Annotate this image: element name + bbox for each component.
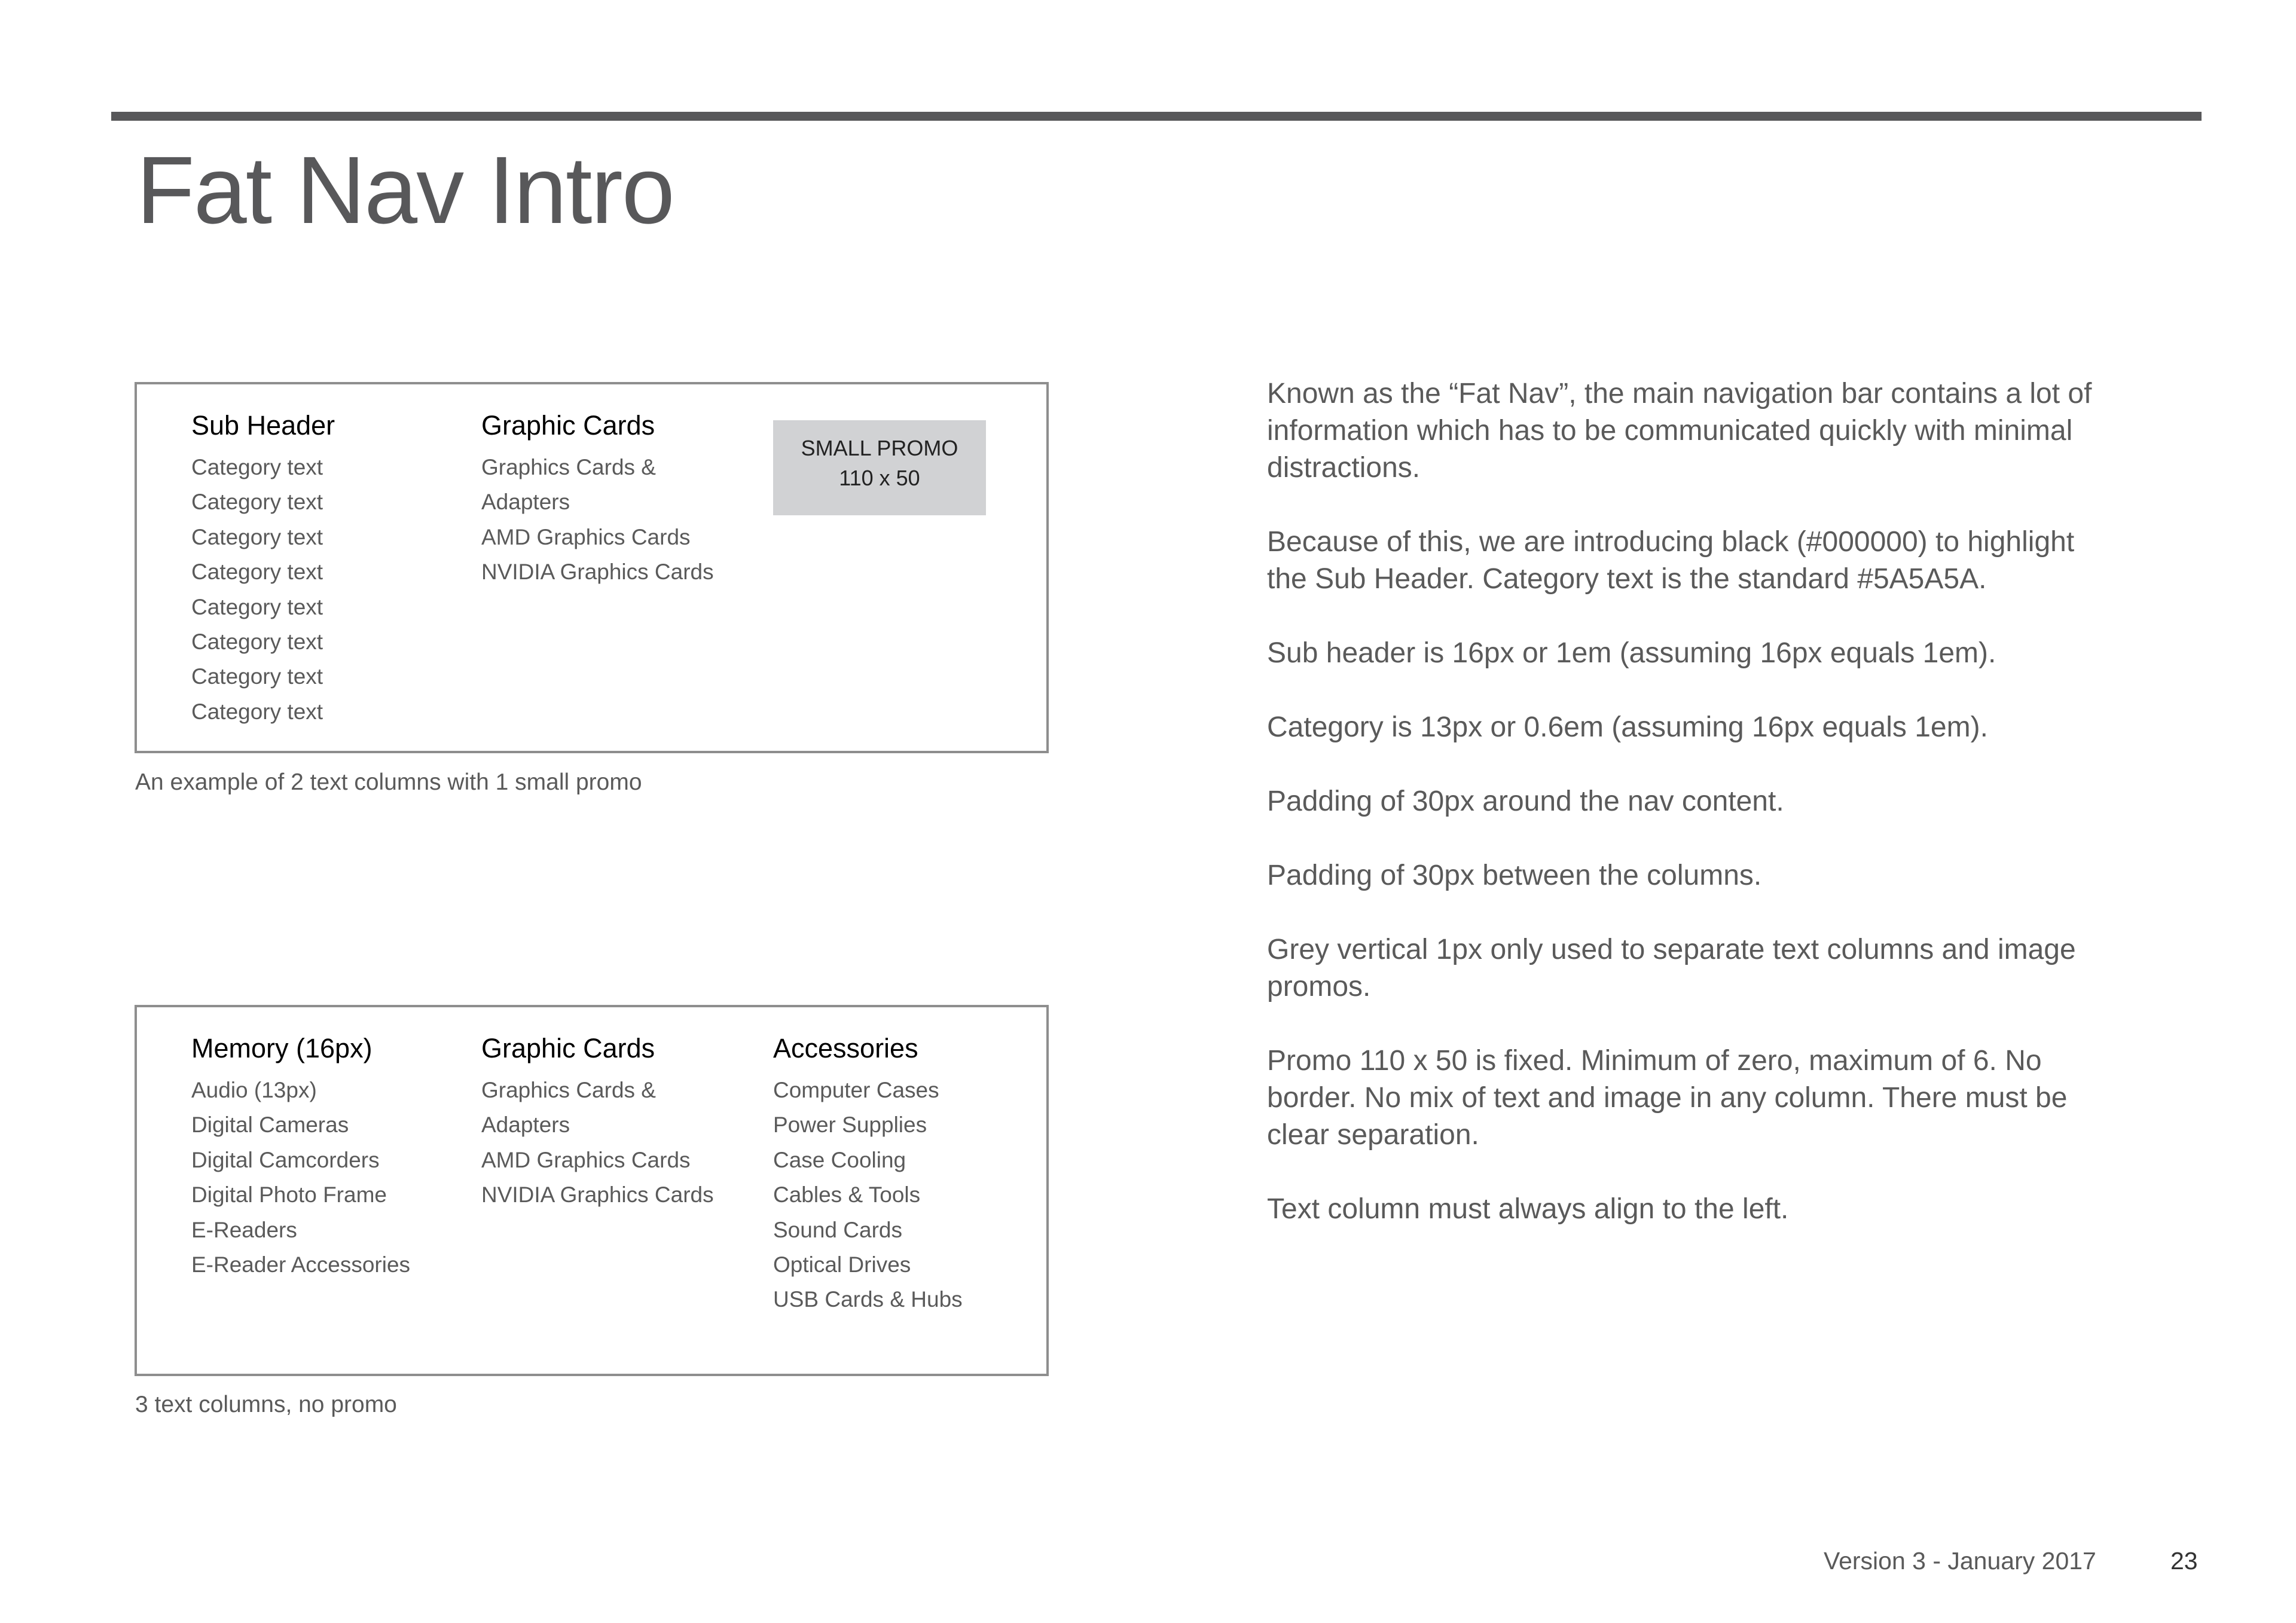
description-paragraph: Padding of 30px between the columns. bbox=[1267, 860, 1762, 891]
description-paragraph: Text column must always align to the left. bbox=[1267, 1193, 1789, 1225]
category-link[interactable]: Category text bbox=[191, 455, 323, 479]
category-link[interactable]: Audio (13px) bbox=[191, 1078, 317, 1102]
category-link[interactable]: Category text bbox=[191, 699, 323, 724]
sub-header[interactable]: Graphic Cards bbox=[481, 1033, 655, 1063]
category-link[interactable]: AMD Graphics Cards bbox=[481, 1147, 691, 1172]
category-link[interactable]: Digital Photo Frame bbox=[191, 1182, 387, 1208]
nav-column bbox=[773, 1035, 963, 1318]
description-paragraph: Because of this, we are introducing black (#000000) to highlight the Sub Header. Category text is the standard #5A5A5A. bbox=[1267, 526, 2075, 595]
description-paragraph: Grey vertical 1px only used to separate text columns and image promos. bbox=[1267, 934, 2076, 1002]
nav-column bbox=[191, 412, 335, 729]
sub-header[interactable]: Sub Header bbox=[191, 410, 335, 441]
sub-header[interactable]: Graphic Cards bbox=[481, 410, 655, 441]
page-number: 23 bbox=[2170, 1547, 2198, 1575]
category-list bbox=[481, 450, 714, 590]
category-link[interactable]: E-Reader Accessories bbox=[191, 1252, 411, 1277]
category-link[interactable]: Category text bbox=[191, 560, 323, 585]
category-list bbox=[191, 450, 335, 729]
description-paragraph: Padding of 30px around the nav content. bbox=[1267, 785, 1784, 817]
category-link[interactable]: AMD Graphics Cards bbox=[481, 524, 691, 549]
description-text bbox=[1267, 375, 2092, 1265]
promo-size: 110 x 50 bbox=[839, 466, 920, 490]
category-link[interactable]: E-Readers bbox=[191, 1217, 297, 1242]
sub-header[interactable]: Memory (16px) bbox=[191, 1033, 373, 1063]
small-promo[interactable] bbox=[773, 420, 986, 515]
category-link[interactable]: Category text bbox=[191, 629, 323, 655]
category-link[interactable]: Category text bbox=[191, 664, 323, 689]
page-title: Fat Nav Intro bbox=[136, 136, 674, 243]
category-link[interactable]: Adapters bbox=[481, 490, 570, 515]
example-caption: 3 text columns, no promo bbox=[135, 1392, 397, 1417]
category-link[interactable]: Graphics Cards & bbox=[481, 455, 656, 479]
category-link[interactable]: Digital Cameras bbox=[191, 1112, 349, 1138]
category-link[interactable]: Graphics Cards & bbox=[481, 1078, 656, 1102]
category-link[interactable]: Computer Cases bbox=[773, 1078, 939, 1102]
top-rule bbox=[111, 112, 2202, 121]
category-link[interactable]: Category text bbox=[191, 490, 323, 515]
category-link[interactable]: NVIDIA Graphics Cards bbox=[481, 560, 714, 585]
fat-nav-example-three-columns bbox=[135, 1005, 1049, 1376]
nav-column bbox=[481, 412, 714, 590]
category-link[interactable]: NVIDIA Graphics Cards bbox=[481, 1182, 714, 1208]
version-label: Version 3 - January 2017 bbox=[1824, 1547, 2096, 1575]
promo-label: SMALL PROMO bbox=[801, 436, 958, 460]
category-link[interactable]: Digital Camcorders bbox=[191, 1147, 380, 1172]
sub-header[interactable]: Accessories bbox=[773, 1033, 918, 1063]
category-link[interactable]: Category text bbox=[191, 594, 323, 619]
category-link[interactable]: Optical Drives bbox=[773, 1252, 911, 1277]
category-link[interactable]: Power Supplies bbox=[773, 1112, 927, 1138]
category-link[interactable]: Sound Cards bbox=[773, 1217, 902, 1242]
category-link[interactable]: Cables & Tools bbox=[773, 1182, 921, 1208]
category-list bbox=[773, 1073, 963, 1318]
category-link[interactable]: Adapters bbox=[481, 1112, 570, 1138]
fat-nav-example-two-columns-promo bbox=[135, 382, 1049, 753]
nav-column bbox=[481, 1035, 714, 1213]
description-paragraph: Promo 110 x 50 is fixed. Minimum of zero, maximum of 6. No border. No mix of text and image in any column. There must be clear separation. bbox=[1267, 1045, 2068, 1151]
nav-column bbox=[191, 1035, 410, 1282]
description-paragraph: Sub header is 16px or 1em (assuming 16px equals 1em). bbox=[1267, 637, 1996, 669]
category-link[interactable]: Case Cooling bbox=[773, 1147, 906, 1172]
category-link[interactable]: USB Cards & Hubs bbox=[773, 1287, 963, 1312]
category-list bbox=[191, 1073, 410, 1282]
description-paragraph: Category is 13px or 0.6em (assuming 16px equals 1em). bbox=[1267, 711, 1988, 743]
example-caption: An example of 2 text columns with 1 small promo bbox=[135, 769, 642, 795]
description-paragraph: Known as the “Fat Nav”, the main navigation bar contains a lot of information which has to be communicated quickly with minimal distractions. bbox=[1267, 378, 2092, 484]
category-link[interactable]: Category text bbox=[191, 524, 323, 549]
category-list bbox=[481, 1073, 714, 1213]
